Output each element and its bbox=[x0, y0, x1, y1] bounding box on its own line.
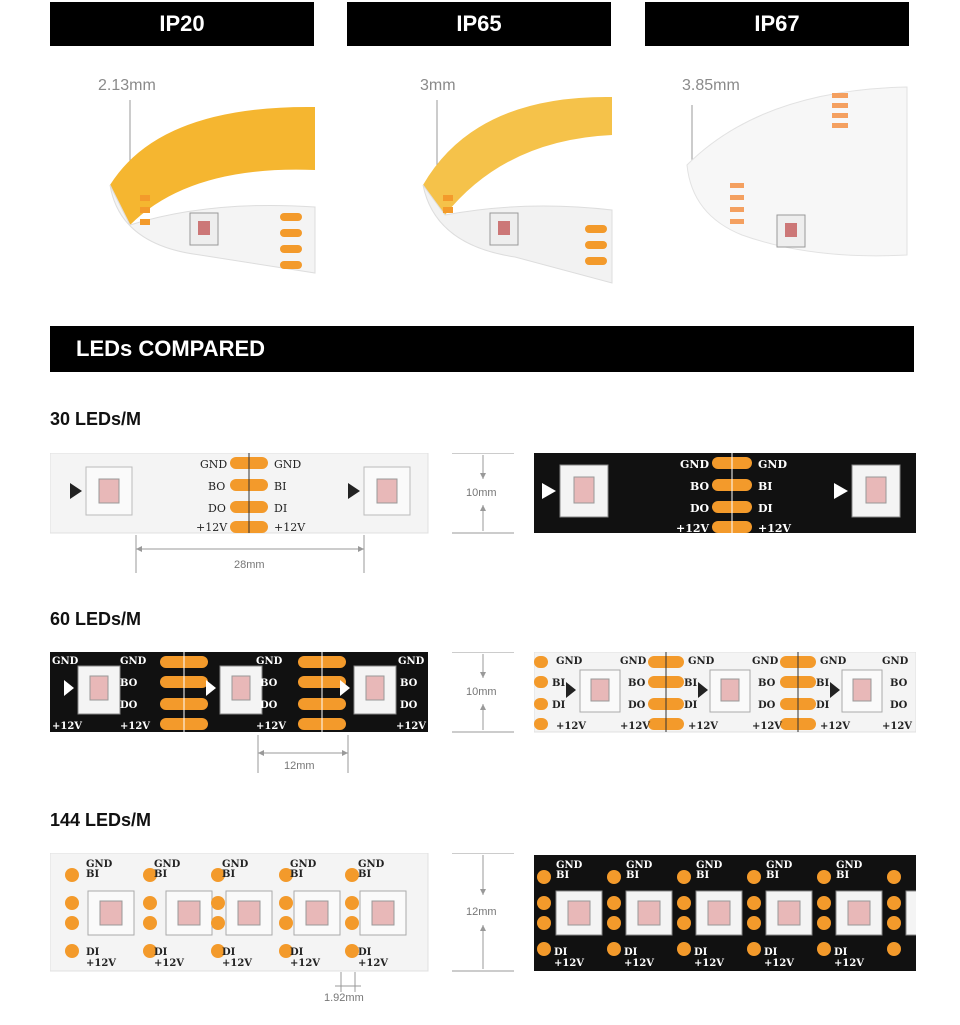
pad-gnd: GND bbox=[52, 656, 79, 667]
density-144-title: 144 LEDs/M bbox=[50, 810, 152, 830]
pitch-144-label: 1.92mm bbox=[324, 992, 364, 1004]
pad-gnd: GND bbox=[882, 656, 909, 667]
ip20-label: IP20 bbox=[159, 11, 205, 36]
pad-12v-right: +12V bbox=[758, 522, 792, 535]
pad-gnd: GND bbox=[154, 859, 181, 870]
width-60-label: 10mm bbox=[466, 686, 497, 698]
pad-bo: BO bbox=[400, 678, 418, 689]
pad-12v: +12V bbox=[688, 721, 719, 732]
pad-di: DI bbox=[554, 947, 568, 958]
ip67-header bbox=[645, 2, 909, 46]
pad-12v: +12V bbox=[120, 721, 151, 732]
pad-di: DI bbox=[274, 502, 288, 515]
pad-gnd: GND bbox=[256, 656, 283, 667]
pad-gnd: GND bbox=[556, 656, 583, 667]
pad-bi: BI bbox=[684, 678, 698, 689]
pad-bo: BO bbox=[208, 480, 226, 493]
pad-gnd-right: GND bbox=[758, 458, 787, 471]
pad-gnd: GND bbox=[766, 860, 793, 871]
strip-30-black bbox=[534, 453, 916, 535]
pad-bo: BO bbox=[758, 678, 776, 689]
pad-gnd: GND bbox=[120, 656, 147, 667]
pad-12v: +12V bbox=[86, 958, 117, 969]
pad-gnd: GND bbox=[556, 860, 583, 871]
pad-do: DO bbox=[400, 700, 418, 711]
ip67-thickness: 3.85mm bbox=[682, 77, 740, 94]
leds-compared-header bbox=[50, 326, 914, 372]
pad-12v: +12V bbox=[882, 721, 913, 732]
pad-12v: +12V bbox=[222, 958, 253, 969]
pad-do: DO bbox=[120, 700, 138, 711]
pad-di: DI bbox=[834, 947, 848, 958]
pad-di: DI bbox=[684, 700, 698, 711]
ip65-strip-image bbox=[415, 95, 613, 287]
pad-di: DI bbox=[222, 947, 236, 958]
pad-bi: BI bbox=[86, 869, 100, 880]
pad-bo: BO bbox=[690, 480, 710, 493]
pad-do: DO bbox=[758, 700, 776, 711]
pad-di: DI bbox=[764, 947, 778, 958]
strip-60-black bbox=[50, 652, 430, 734]
pad-bi: BI bbox=[358, 869, 372, 880]
pad-gnd: GND bbox=[752, 656, 779, 667]
pad-12v-left: +12V bbox=[196, 521, 228, 534]
pad-do: DO bbox=[208, 502, 226, 515]
pad-gnd-left: GND bbox=[680, 458, 709, 471]
pad-do: DO bbox=[690, 502, 710, 515]
pad-gnd: GND bbox=[688, 656, 715, 667]
pad-bi: BI bbox=[626, 870, 640, 881]
width-144-label: 12mm bbox=[466, 906, 497, 918]
pad-12v: +12V bbox=[752, 721, 783, 732]
pitch-60-label: 12mm bbox=[284, 760, 315, 772]
density-30-title: 30 LEDs/M bbox=[50, 409, 142, 429]
pad-bi: BI bbox=[758, 480, 773, 493]
pad-gnd: GND bbox=[398, 656, 425, 667]
strip-144-black bbox=[534, 855, 916, 973]
ip20-strip-image bbox=[100, 95, 316, 280]
pad-gnd-left: GND bbox=[200, 458, 228, 471]
pad-gnd: GND bbox=[222, 859, 249, 870]
pad-bi: BI bbox=[556, 870, 570, 881]
pad-12v: +12V bbox=[554, 958, 585, 969]
pad-12v: +12V bbox=[556, 721, 587, 732]
strip-60-white bbox=[534, 652, 916, 734]
pad-di: DI bbox=[816, 700, 830, 711]
pad-gnd: GND bbox=[696, 860, 723, 871]
pad-di: DI bbox=[290, 947, 304, 958]
pad-12v: +12V bbox=[290, 958, 321, 969]
pad-bi: BI bbox=[836, 870, 850, 881]
pad-di: DI bbox=[758, 502, 773, 515]
ip67-label: IP67 bbox=[754, 11, 800, 36]
strip-144-white bbox=[50, 853, 430, 973]
pad-bi: BI bbox=[816, 678, 830, 689]
pad-12v-left: +12V bbox=[676, 522, 710, 535]
width-30-label: 10mm bbox=[466, 487, 497, 499]
pad-bi: BI bbox=[222, 869, 236, 880]
pad-12v: +12V bbox=[694, 958, 725, 969]
pad-bo: BO bbox=[260, 678, 278, 689]
density-60-title: 60 LEDs/M bbox=[50, 609, 142, 629]
pad-12v: +12V bbox=[358, 958, 389, 969]
ip20-thickness: 2.13mm bbox=[98, 77, 156, 94]
pad-do: DO bbox=[890, 700, 908, 711]
pad-bi: BI bbox=[766, 870, 780, 881]
pad-bo: BO bbox=[890, 678, 908, 689]
ip65-header bbox=[347, 2, 611, 46]
pad-12v: +12V bbox=[764, 958, 795, 969]
pad-di: DI bbox=[552, 700, 566, 711]
pad-12v-right: +12V bbox=[274, 521, 306, 534]
pad-do: DO bbox=[260, 700, 278, 711]
strip-30-white bbox=[50, 453, 430, 535]
pad-gnd: GND bbox=[620, 656, 647, 667]
pad-bi: BI bbox=[552, 678, 566, 689]
pad-bi: BI bbox=[696, 870, 710, 881]
pad-12v: +12V bbox=[52, 721, 83, 732]
ip65-thickness: 3mm bbox=[420, 77, 456, 94]
pad-bo: BO bbox=[120, 678, 138, 689]
pad-bi: BI bbox=[154, 869, 168, 880]
pad-bo: BO bbox=[628, 678, 646, 689]
pad-bi: BI bbox=[290, 869, 304, 880]
section-title: LEDs COMPARED bbox=[76, 336, 266, 361]
pad-12v: +12V bbox=[834, 958, 865, 969]
pad-gnd: GND bbox=[626, 860, 653, 871]
pad-12v: +12V bbox=[396, 721, 427, 732]
ip67-strip-image bbox=[682, 85, 910, 285]
pad-12v: +12V bbox=[154, 958, 185, 969]
pad-di: DI bbox=[86, 947, 100, 958]
pad-di: DI bbox=[358, 947, 372, 958]
ip65-label: IP65 bbox=[456, 11, 502, 36]
pad-gnd: GND bbox=[290, 859, 317, 870]
pad-gnd: GND bbox=[86, 859, 113, 870]
pad-di: DI bbox=[624, 947, 638, 958]
pad-gnd: GND bbox=[836, 860, 863, 871]
pad-12v: +12V bbox=[620, 721, 651, 732]
pitch-30-label: 28mm bbox=[234, 559, 265, 571]
ip20-header bbox=[50, 2, 314, 46]
pad-gnd-right: GND bbox=[274, 458, 302, 471]
pad-12v: +12V bbox=[820, 721, 851, 732]
pad-12v: +12V bbox=[624, 958, 655, 969]
pad-gnd: GND bbox=[820, 656, 847, 667]
pad-di: DI bbox=[154, 947, 168, 958]
pad-gnd: GND bbox=[358, 859, 385, 870]
pad-bi: BI bbox=[274, 480, 287, 493]
pad-12v: +12V bbox=[256, 721, 287, 732]
pad-do: DO bbox=[628, 700, 646, 711]
pad-di: DI bbox=[694, 947, 708, 958]
